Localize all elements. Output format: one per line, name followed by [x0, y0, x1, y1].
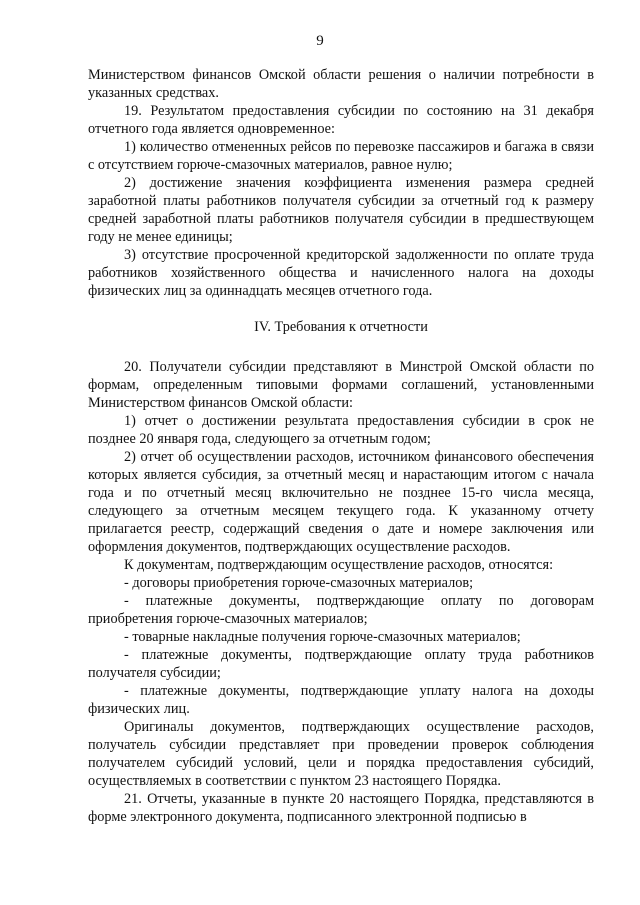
section-heading: IV. Требования к отчетности — [254, 319, 428, 335]
list-item-20-1: 1) отчет о достижении результата предоставления субсидии в срок не позднее 20 января года, следующего за отчетным годом; — [88, 413, 594, 447]
document-item: - платежные документы, подтверждающие оплату труда работников получателя субсидии; — [88, 647, 594, 681]
list-item-19-2: 2) достижение значения коэффициента изменения размера средней заработной платы работников получателя субсидии за отчетный год к размеру средней заработной платы работников получателя субсидии в предшествующем году не менее единицы; — [88, 175, 594, 245]
paragraph-continuation: Министерством финансов Омской области решения о наличии потребности в указанных средствах. — [88, 67, 594, 101]
document-item: - платежные документы, подтверждающие оплату по договорам приобретения горюче-смазочных материалов; — [88, 593, 594, 627]
document-body — [88, 66, 594, 826]
originals-paragraph: Оригиналы документов, подтверждающих осуществление расходов, получатель субсидии представляет при проведении проверок соблюдения получателем субсидий условий, цели и порядка предоставления субсидий, осуществляемых в соответствии с пунктом 23 настоящего Порядка. — [88, 719, 594, 789]
document-item: - договоры приобретения горюче-смазочных материалов; — [124, 575, 474, 591]
document-item: - товарные накладные получения горюче-смазочных материалов; — [124, 629, 521, 645]
paragraph-21: 21. Отчеты, указанные в пункте 20 настоящего Порядка, представляются в форме электронного документа, подписанного электронной подписью в — [88, 791, 594, 825]
document-item: - платежные документы, подтверждающие уплату налога на доходы физических лиц. — [88, 683, 594, 717]
page-number: 9 — [316, 33, 324, 49]
documents-intro: К документам, подтверждающим осуществление расходов, относятся: — [124, 557, 554, 573]
paragraph-19: 19. Результатом предоставления субсидии по состоянию на 31 декабря отчетного года является одновременное: — [88, 103, 594, 137]
list-item-19-1: 1) количество отмененных рейсов по перевозке пассажиров и багажа в связи с отсутствием горюче-смазочных материалов, равное нулю; — [88, 139, 594, 173]
paragraph-20: 20. Получатели субсидии представляют в Минстрой Омской области по формам, определенным типовыми формами соглашений, установленными Министерством финансов Омской области: — [88, 359, 594, 411]
list-item-19-3: 3) отсутствие просроченной кредиторской задолженности по оплате труда работников хозяйственного общества и начисленного налога на доходы физических лиц за одиннадцать месяцев отчетного года. — [88, 247, 594, 299]
list-item-20-2: 2) отчет об осуществлении расходов, источником финансового обеспечения которых является субсидия, за отчетный месяц и нарастающим итогом с начала года и по отчетный месяц включительно не позднее 15-го числа месяца, следующего за отчетным месяцем текущего года. К указанному отчету прилагается реестр, содержащий сведения о дате и номере заключения или оформления документов, подтверждающих осуществление расходов. — [88, 449, 594, 555]
